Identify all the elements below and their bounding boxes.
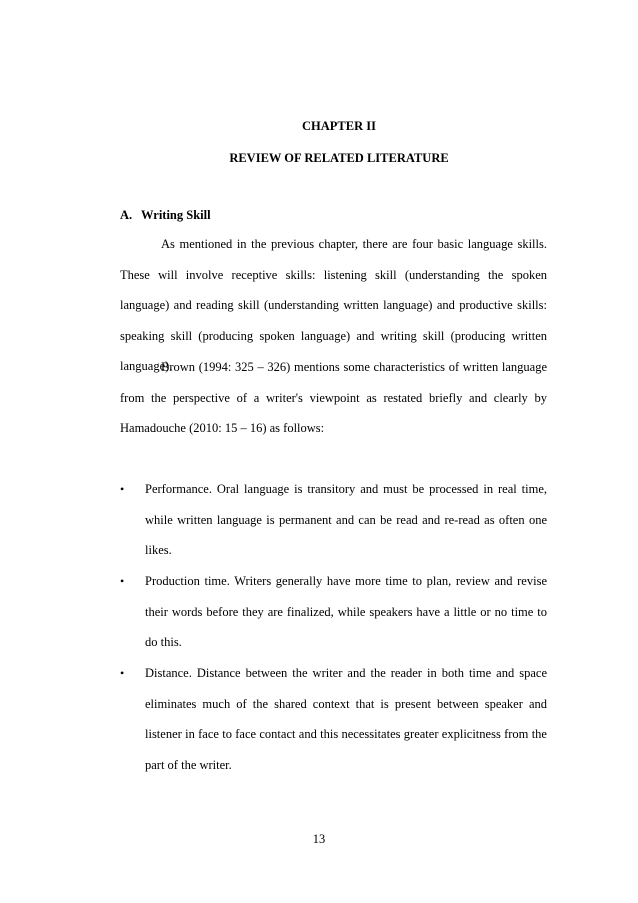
bullet-icon: • [120, 482, 125, 496]
paragraph-2: Brown (1994: 325 – 326) mentions some characteristics of written language from the perspective of a writer's viewpoint as restated briefly and clearly by Hamadouche (2010: 15 – 16) as follows: [120, 360, 547, 436]
chapter-title: CHAPTER II [302, 119, 376, 133]
paragraph-1: As mentioned in the previous chapter, there are four basic language skills. These will involve receptive skills: listening skill (understanding the spoken language) and reading skill (understanding written language) and productive skills: speaking skill (producing spoken language) and writing skill (producing written language). [120, 237, 547, 374]
bullet-text: Performance. Oral language is transitory and must be processed in real time, while written language is permanent and can be read and re-read as often one likes. [145, 482, 547, 558]
list-item [120, 658, 547, 780]
section-title: Writing Skill [141, 208, 211, 222]
bullet-text: Production time. Writers generally have more time to plan, review and revise their words before they are finalized, while speakers have a little or no time to do this. [145, 574, 547, 650]
list-item [120, 474, 547, 566]
bullet-icon: • [120, 574, 125, 588]
section-heading [120, 208, 211, 223]
list-item [120, 566, 547, 658]
section-letter: A. [120, 208, 133, 222]
page-number: 13 [312, 832, 326, 846]
bullet-text: Distance. Distance between the writer and the reader in both time and space eliminates much of the shared context that is present between speaker and listener in face to face contact and this necessitates greater explicitness from the part of the writer. [145, 666, 547, 772]
chapter-subtitle: REVIEW OF RELATED LITERATURE [229, 151, 449, 165]
bullet-icon: • [120, 666, 125, 680]
